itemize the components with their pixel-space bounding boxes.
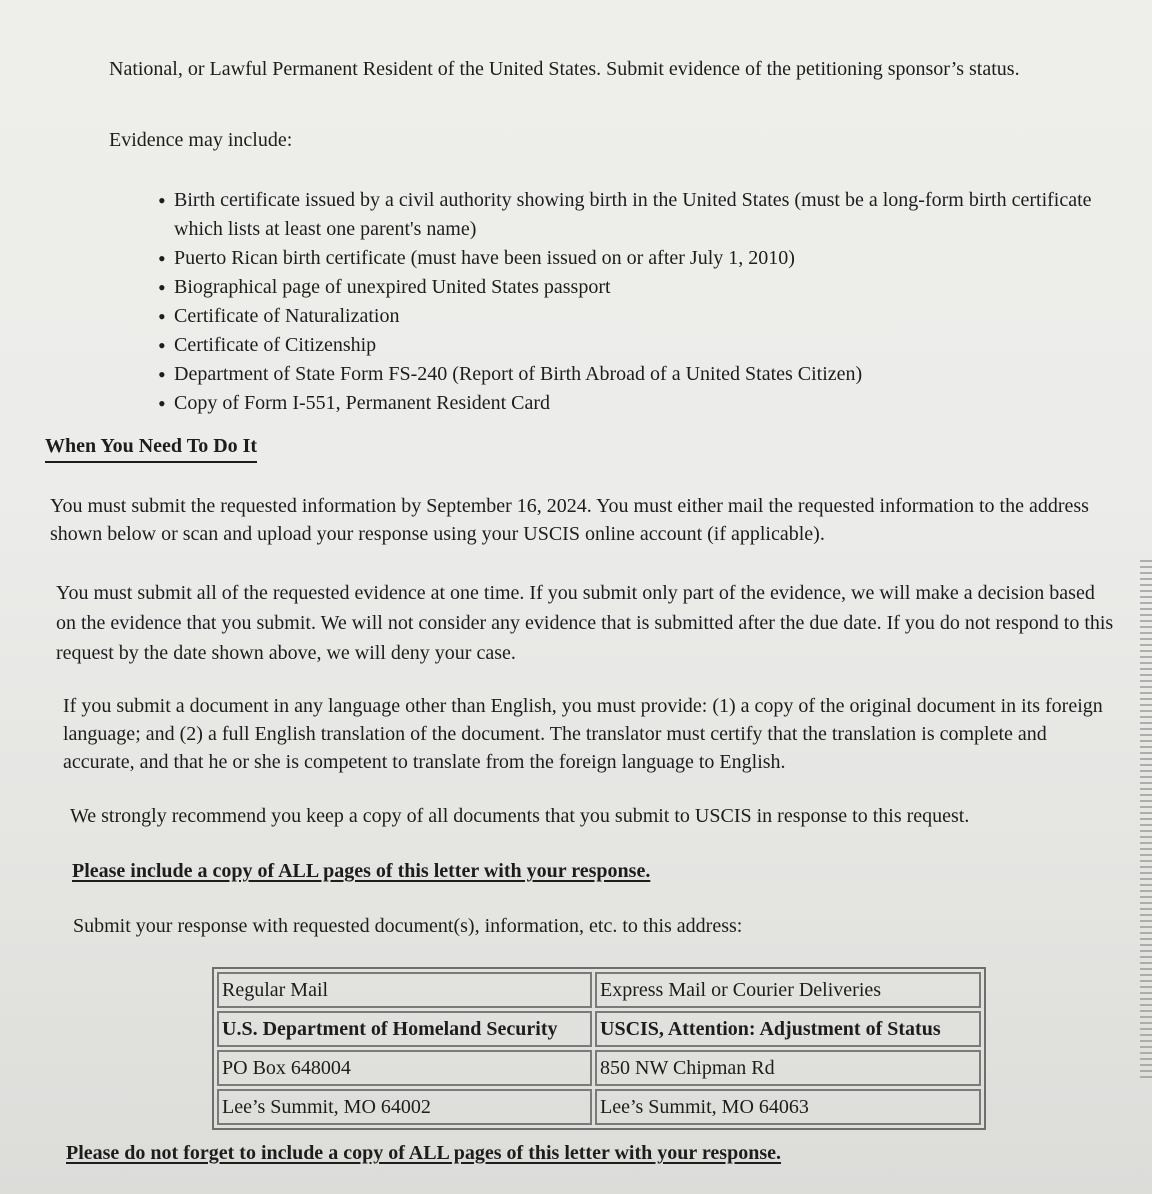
list-item xyxy=(158,389,1118,418)
list-item-text: Copy of Form I-551, Permanent Resident Card xyxy=(174,392,551,414)
address-table xyxy=(212,967,986,1130)
table-cell: 850 NW Chipman Rd xyxy=(595,1050,981,1086)
scanner-edge-marks xyxy=(1140,560,1152,1080)
include-pages-note: Please include a copy of ALL pages of this letter with your response. xyxy=(72,860,651,882)
table-row xyxy=(217,1011,981,1047)
list-item xyxy=(158,273,1118,302)
translation-paragraph: If you submit a document in any language other than English, you must provide: (1) a copy of the original document in its foreign language; and (2) a full English translation of the document. The translator must certify that the translation is complete and accurate, and that he or she is competent to translate from the foreign language to English. xyxy=(63,695,1103,773)
evidence-list xyxy=(158,186,1118,418)
table-cell: Lee’s Summit, MO 64002 xyxy=(217,1089,592,1125)
bullet-icon: • xyxy=(158,304,166,329)
submit-all-paragraph: You must submit all of the requested evidence at one time. If you submit only part of the evidence, we will make a decision based on the evidence that you submit. We will not consider any evidence that is submitted after the due date. If you do not respond to this request by the date shown above, we will deny your case. xyxy=(56,582,1114,664)
table-cell: Lee’s Summit, MO 64063 xyxy=(595,1089,981,1125)
table-cell: PO Box 648004 xyxy=(217,1050,592,1086)
bullet-icon: • xyxy=(158,362,166,387)
bullet-icon: • xyxy=(158,275,166,300)
table-cell: U.S. Department of Homeland Security xyxy=(217,1011,592,1047)
table-cell: Regular Mail xyxy=(217,972,592,1008)
list-item xyxy=(158,244,1118,273)
bullet-icon: • xyxy=(158,246,166,271)
intro-paragraph: National, or Lawful Permanent Resident of the United States. Submit evidence of the petitioning sponsor’s status. xyxy=(109,58,1020,80)
final-reminder-note: Please do not forget to include a copy of ALL pages of this letter with your response. xyxy=(66,1142,781,1164)
table-cell: Express Mail or Courier Deliveries xyxy=(595,972,981,1008)
table-row xyxy=(217,1089,981,1125)
section-heading: When You Need To Do It xyxy=(45,432,257,463)
submit-address-line: Submit your response with requested document(s), information, etc. to this address: xyxy=(73,915,743,937)
list-item-text: Department of State Form FS-240 (Report of Birth Abroad of a United States Citizen) xyxy=(174,363,863,385)
list-item xyxy=(158,331,1118,360)
keep-copy-paragraph: We strongly recommend you keep a copy of all documents that you submit to USCIS in response to this request. xyxy=(70,805,970,827)
bullet-icon: • xyxy=(158,333,166,358)
bullet-icon: • xyxy=(158,188,166,213)
list-item-text: Puerto Rican birth certificate (must have been issued on or after July 1, 2010) xyxy=(174,247,795,269)
list-item xyxy=(158,186,1118,244)
list-item-text: Birth certificate issued by a civil authority showing birth in the United States (must be a long-form birth certificate which lists at least one parent's name) xyxy=(174,189,1092,240)
bullet-icon: • xyxy=(158,391,166,416)
list-item xyxy=(158,302,1118,331)
table-cell: USCIS, Attention: Adjustment of Status xyxy=(595,1011,981,1047)
list-item-text: Biographical page of unexpired United States passport xyxy=(174,276,611,298)
evidence-label: Evidence may include: xyxy=(109,129,293,151)
list-item-text: Certificate of Citizenship xyxy=(174,334,377,356)
list-item-text: Certificate of Naturalization xyxy=(174,305,400,327)
table-row xyxy=(217,972,981,1008)
table-row xyxy=(217,1050,981,1086)
deadline-paragraph: You must submit the requested information by September 16, 2024. You must either mail the requested information to the address shown below or scan and upload your response using your USCIS online account (if applicable). xyxy=(50,495,1089,545)
list-item xyxy=(158,360,1118,389)
